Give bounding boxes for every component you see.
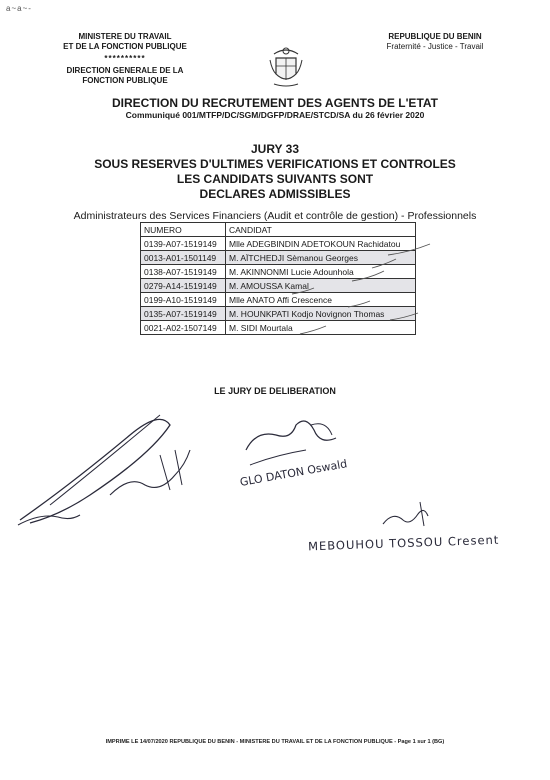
- table-row: [141, 293, 416, 307]
- ministry-header: [40, 32, 210, 86]
- jury-signature-title: LE JURY DE DELIBERATION: [214, 386, 336, 396]
- row-numero: 0279-A14-1519149: [141, 279, 226, 293]
- row-candidat: M. HOUNKPATI Kodjo Novignon Thomas: [226, 307, 416, 321]
- table-row: [141, 279, 416, 293]
- signature-3: [378, 496, 438, 536]
- row-candidat: M. AÏTCHEDJI Sèmanou Georges: [226, 251, 416, 265]
- admissible-candidates-table: [140, 222, 416, 335]
- stars-separator: **********: [104, 54, 146, 63]
- table-row: [141, 265, 416, 279]
- direction-title: DIRECTION DU RECRUTEMENT DES AGENTS DE L'ETAT: [112, 96, 438, 110]
- header-numero: NUMERO: [141, 223, 226, 237]
- row-candidat: M. SIDI Mourtala: [226, 321, 416, 335]
- republic-name: REPUBLIQUE DU BENIN: [388, 32, 482, 41]
- table-row: [141, 307, 416, 321]
- jury-line-1: SOUS RESERVES D'ULTIMES VERIFICATIONS ET CONTROLES: [94, 157, 456, 171]
- row-candidat: Mlle ANATO Affi Crescence: [226, 293, 416, 307]
- row-numero: 0135-A07-1519149: [141, 307, 226, 321]
- corner-mark: a~a~-: [6, 4, 32, 13]
- republic-header: [360, 32, 510, 52]
- handwritten-name-1: GLO DATON Oswald: [238, 457, 349, 489]
- jury-line-2: LES CANDIDATS SUIVANTS SONT: [176, 172, 374, 186]
- coat-of-arms-emblem: [268, 44, 304, 88]
- print-footer: IMPRIME LE 14/07/2020 REPUBLIQUE DU BENIN - MINISTERE DU TRAVAIL ET DE LA FONCTION PUBLIQUE - Page 1 sur 1 (BG): [105, 739, 445, 745]
- table-row: [141, 237, 416, 251]
- ministry-line-2: ET DE LA FONCTION PUBLIQUE: [63, 42, 187, 51]
- table-row: [141, 321, 416, 335]
- signature-1: [10, 395, 210, 545]
- row-numero: 0199-A10-1519149: [141, 293, 226, 307]
- direction-line-2: FONCTION PUBLIQUE: [82, 76, 168, 85]
- jury-line-3: DECLARES ADMISSIBLES: [199, 187, 351, 201]
- handwritten-name-2: MEBOUHOU TOSSOU Cresent: [307, 532, 500, 554]
- row-candidat: M. AKINNONMI Lucie Adounhola: [226, 265, 416, 279]
- table-row: [141, 251, 416, 265]
- ministry-line-1: MINISTERE DU TRAVAIL: [78, 32, 172, 41]
- row-numero: 0139-A07-1519149: [141, 237, 226, 251]
- communique-reference: Communiqué 001/MTFP/DC/SGM/DGFP/DRAE/STCD/SA du 26 février 2020: [125, 110, 425, 120]
- jury-announcement: [20, 142, 530, 202]
- jury-number: JURY 33: [250, 142, 300, 156]
- table-header-row: [141, 223, 416, 237]
- category-title: Administrateurs des Services Financiers (Audit et contrôle de gestion) - Professionnels: [73, 210, 477, 222]
- row-numero: 0021-A02-1507149: [141, 321, 226, 335]
- row-numero: 0138-A07-1519149: [141, 265, 226, 279]
- direction-line-1: DIRECTION GENERALE DE LA: [66, 66, 184, 75]
- row-candidat: M. AMOUSSA Kamal: [226, 279, 416, 293]
- republic-motto: Fraternité - Justice - Travail: [386, 42, 484, 51]
- header-candidat: CANDIDAT: [226, 223, 416, 237]
- row-numero: 0013-A01-1501149: [141, 251, 226, 265]
- row-candidat: Mlle ADEGBINDIN ADETOKOUN Rachidatou: [226, 237, 416, 251]
